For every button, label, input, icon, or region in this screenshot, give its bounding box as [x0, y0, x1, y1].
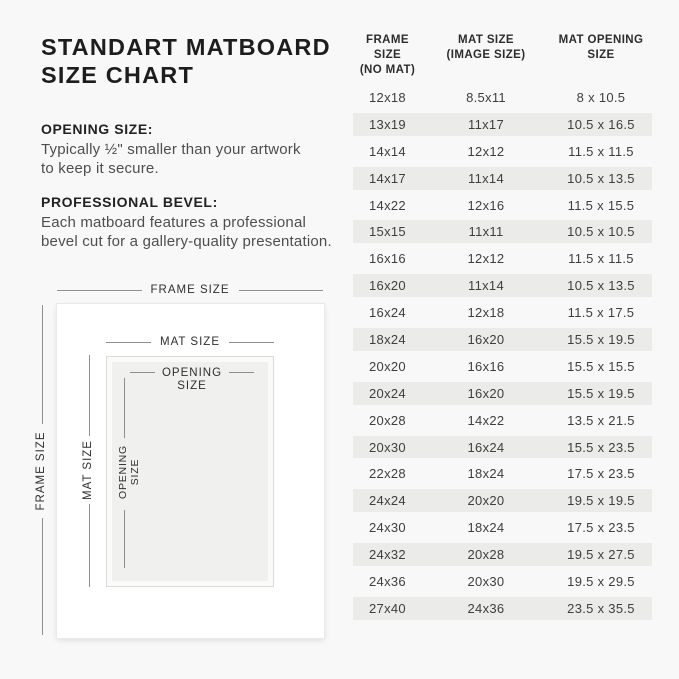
table-cell: 14x22 [369, 197, 406, 213]
table-cell: 13.5 x 21.5 [567, 412, 635, 428]
section-professional-bevel [41, 194, 341, 251]
opening-size-vertical-label [117, 437, 141, 507]
ruler-line [42, 518, 43, 635]
header-text: MAT OPENING [558, 34, 644, 46]
table-cell: 16x24 [369, 305, 406, 321]
table-cell: 10.5 x 16.5 [567, 116, 635, 132]
table-cell: 16x16 [467, 358, 505, 374]
table-cell: 12x12 [467, 251, 505, 267]
table-cell: 20x20 [467, 493, 505, 509]
page-title-line2: SIZE CHART [41, 62, 194, 88]
table-cell: 24x24 [369, 493, 406, 509]
opening-size-vertical-line2: SIZE [129, 458, 141, 486]
table-cell: 12x16 [467, 197, 505, 213]
table-row [353, 272, 652, 299]
frame-size-ruler-horizontal [57, 283, 323, 297]
table-cell: 16x20 [467, 385, 505, 401]
table-row [353, 541, 652, 568]
page-title [41, 33, 331, 89]
table-cell: 20x30 [369, 439, 406, 455]
header-text: MAT SIZE [457, 34, 514, 46]
table-cell: 20x30 [467, 573, 505, 589]
table-cell: 16x16 [369, 251, 406, 267]
table-row [353, 192, 652, 219]
table-row [353, 138, 652, 165]
header-text: SIZE [587, 49, 615, 61]
mat-size-vertical-label: MAT SIZE [82, 440, 94, 500]
table-row [353, 218, 652, 245]
ruler-line [124, 510, 125, 568]
header-text: (IMAGE SIZE) [446, 49, 526, 61]
table-cell: 11x14 [468, 278, 504, 294]
table-cell: 16x20 [369, 278, 406, 294]
table-cell: 17.5 x 23.5 [567, 520, 635, 536]
table-row [353, 595, 652, 622]
ruler-line [239, 290, 324, 291]
ruler-line [229, 342, 274, 343]
ruler-line [89, 355, 90, 436]
table-cell: 12x18 [467, 305, 505, 321]
table-row [353, 84, 652, 111]
opening-size-ruler-label-line2: SIZE [177, 380, 207, 392]
section-body-line: bevel cut for a gallery-quality presentation. [41, 232, 332, 250]
table-body [353, 84, 652, 622]
table-cell: 11.5 x 15.5 [567, 197, 635, 213]
table-cell: 16x20 [467, 331, 505, 347]
table-row [353, 353, 652, 380]
table-cell: 10.5 x 10.5 [567, 224, 635, 240]
table-cell: 8 x 10.5 [576, 89, 626, 105]
ruler-line [89, 504, 90, 587]
table-row [353, 111, 652, 138]
table-header [353, 33, 652, 78]
table-cell: 18x24 [467, 520, 505, 536]
table-row [353, 380, 652, 407]
table-cell: 24x36 [369, 573, 406, 589]
table-cell: 20x28 [467, 547, 505, 563]
table-cell: 15.5 x 23.5 [567, 439, 635, 455]
table-cell: 22x28 [369, 466, 406, 482]
table-cell: 27x40 [369, 600, 406, 616]
table-cell: 20x20 [369, 358, 406, 374]
opening-size-vertical-line1: OPENING [117, 444, 129, 500]
table-cell: 13x19 [369, 116, 406, 132]
header-mat-opening-size [550, 33, 652, 78]
ruler-line [106, 342, 151, 343]
header-mat-size [422, 33, 550, 78]
table-cell: 15x15 [369, 224, 406, 240]
section-body-line: to keep it secure. [41, 159, 159, 177]
opening-size-ruler-label: OPENING [161, 366, 223, 379]
ruler-line [57, 290, 142, 291]
page-title-line1: STANDART MATBOARD [41, 34, 331, 60]
table-cell: 15.5 x 19.5 [567, 331, 635, 347]
ruler-line [42, 305, 43, 424]
header-text: FRAME SIZE [366, 34, 409, 61]
table-cell: 16x24 [467, 439, 505, 455]
ruler-line [124, 378, 125, 438]
table-cell: 11x14 [468, 170, 504, 186]
ruler-line [130, 372, 155, 373]
table-cell: 11.5 x 17.5 [567, 305, 635, 321]
table-cell: 23.5 x 35.5 [567, 600, 635, 616]
section-heading: OPENING SIZE: [41, 121, 154, 137]
table-cell: 24x36 [467, 600, 505, 616]
table-row [353, 514, 652, 541]
frame-size-vertical-label: FRAME SIZE [35, 431, 47, 511]
table-row [353, 245, 652, 272]
table-row [353, 299, 652, 326]
table-cell: 18x24 [467, 466, 505, 482]
frame-size-ruler-label: FRAME SIZE [150, 284, 230, 296]
table-cell: 14x14 [369, 143, 406, 159]
table-row [353, 434, 652, 461]
table-cell: 12x18 [369, 89, 406, 105]
section-opening-size [41, 121, 341, 178]
header-frame-size [353, 33, 422, 78]
table-cell: 15.5 x 19.5 [567, 385, 635, 401]
table-cell: 15.5 x 15.5 [567, 358, 635, 374]
table-cell: 8.5x11 [466, 89, 506, 105]
table-cell: 10.5 x 13.5 [567, 170, 635, 186]
section-body-line: Typically ½" smaller than your artwork [41, 141, 301, 158]
table-cell: 14x22 [467, 412, 505, 428]
table-cell: 11.5 x 11.5 [568, 143, 634, 159]
opening-size-ruler-horizontal [130, 366, 254, 379]
table-row [353, 165, 652, 192]
table-row [353, 407, 652, 434]
table-cell: 24x30 [369, 520, 406, 536]
table-cell: 10.5 x 13.5 [567, 278, 635, 294]
section-body-line: Each matboard features a professional [41, 214, 307, 231]
table-cell: 20x24 [369, 385, 406, 401]
table-cell: 11.5 x 11.5 [568, 251, 634, 267]
table-cell: 24x32 [369, 547, 406, 563]
table-cell: 18x24 [369, 331, 406, 347]
section-heading: PROFESSIONAL BEVEL: [41, 194, 218, 210]
table-cell: 19.5 x 19.5 [567, 493, 635, 509]
table-row [353, 460, 652, 487]
table-cell: 19.5 x 27.5 [567, 547, 635, 563]
mat-size-ruler-horizontal [106, 335, 274, 349]
table-cell: 12x12 [467, 143, 505, 159]
table-cell: 20x28 [369, 412, 406, 428]
table-cell: 11x11 [468, 224, 504, 240]
table-cell: 19.5 x 29.5 [567, 573, 635, 589]
mat-size-ruler-label: MAT SIZE [160, 336, 220, 348]
table-cell: 17.5 x 23.5 [567, 466, 635, 482]
table-row [353, 326, 652, 353]
table-cell: 14x17 [369, 170, 406, 186]
table-row [353, 568, 652, 595]
table-row [353, 487, 652, 514]
header-text: (NO MAT) [359, 64, 416, 76]
table-cell: 11x17 [468, 116, 504, 132]
ruler-line [229, 372, 254, 373]
